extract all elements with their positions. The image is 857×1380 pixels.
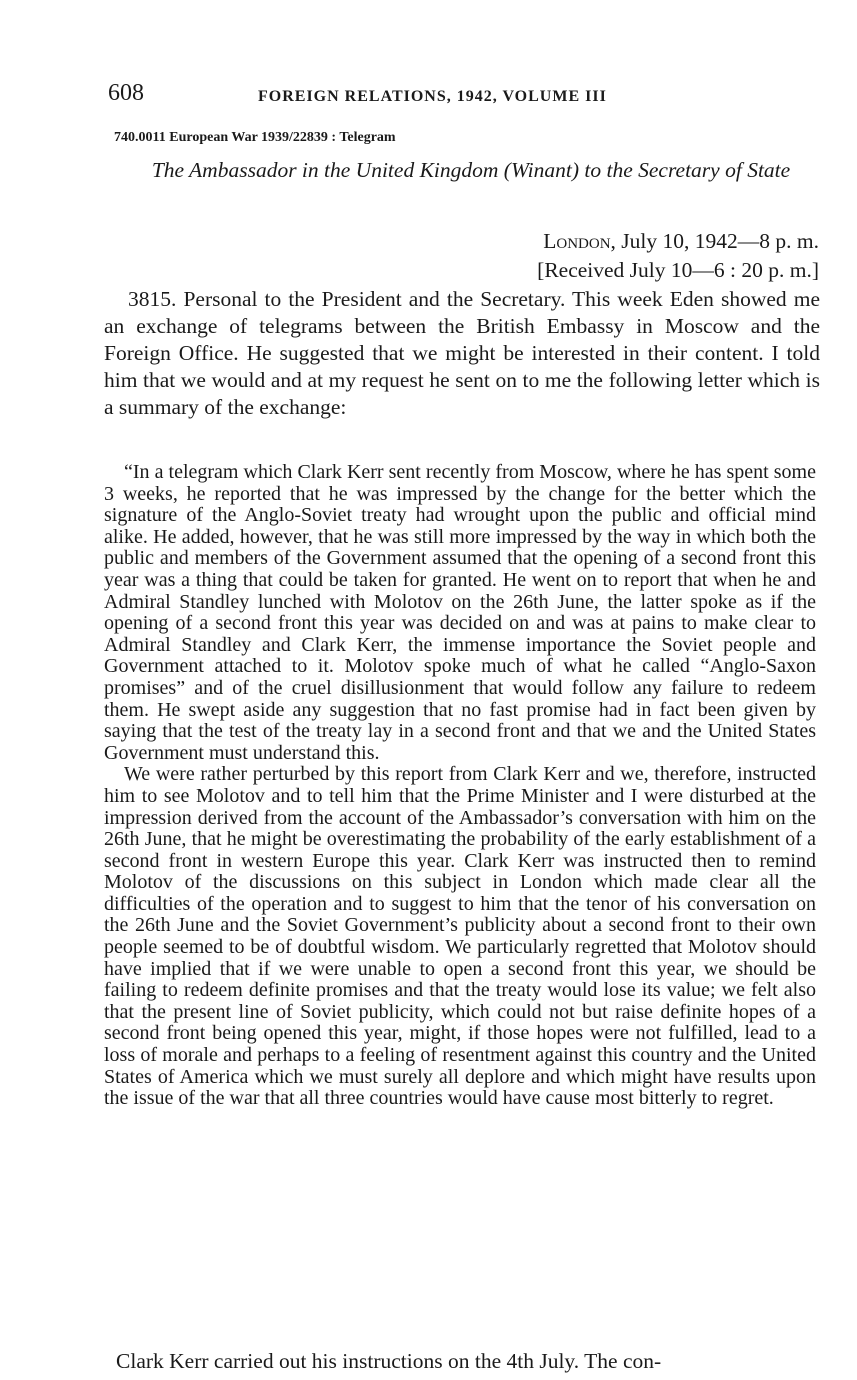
intro-paragraph: 3815. Personal to the President and the Secretary. This week Eden showed me an exchange of telegrams between the British Embassy in Moscow and the Foreign Office. He suggested that we might be interested in their content. I told him that we would and at my request he sent on to me the following letter which is a summary of the exchange: <box>104 287 820 419</box>
running-head: FOREIGN RELATIONS, 1942, VOLUME III <box>258 88 607 105</box>
continuation-paragraph: Clark Kerr carried out his instructions on the 4th July. The con- <box>116 1349 662 1373</box>
dateline-sent-time: , July 10, 1942—8 p. m. <box>610 229 819 253</box>
page-header <box>108 80 828 114</box>
dateline-received: [Received July 10—6 : 20 p. m.] <box>537 258 819 282</box>
page-number: 608 <box>108 80 144 106</box>
dateline-place: London <box>543 229 611 253</box>
quote-paragraph-2: We were rather perturbed by this report from Clark Kerr and we, therefore, instructed him to see Molotov and to tell him that the Prime Minister and I were disturbed at the impression derived from the account of the Ambassador’s conversation with him on the 26th June, that he might be overestimating the probability of the early establishment of a second front in western Europe this year. Clark Kerr was instructed then to remind Molotov of the discussions on this subject in London which made clear all the difficulties of the operation and to suggest to him that the tenor of his conversation on the 26th June and the Soviet Government’s publicity about a second front to their own people seemed to be of doubtful wisdom. We particularly regretted that Molotov should have implied that if we were unable to open a second front this year, we should be failing to redeem definite promises and that the treaty would lose its value; we felt also that the present line of Soviet publicity, which could not but raise definite hopes of a second front being opened this year, might, if those hopes were not fulfilled, lead to a loss of morale and perhaps to a feeling of resentment against this country and the United States of America which we must surely all deplore and which might have results upon the issue of the war that all three countries would have cause most bitterly to regret. <box>104 763 816 1110</box>
dateline-sent <box>537 227 819 256</box>
quote-paragraph-1: “In a telegram which Clark Kerr sent recently from Moscow, where he has spent some 3 weeks, he reported that he was impressed by the change for the better which the signature of the Anglo-Soviet treaty had wrought upon the public and official mind alike. He added, however, that he was still more impressed by the way in which both the public and members of the Government assumed that the opening of a second front this year was a thing that could be taken for granted. He went on to report that when he and Admiral Standley lunched with Molotov on the 26th June, the latter spoke as if the opening of a second front this year was decided on and was at pains to make clear to Admiral Standley and Clark Kerr, the immense importance the Soviet people and Government attached to it. Molotov spoke much of what he called “Anglo-Saxon promises” and of the cruel disillusionment that would follow any failure to redeem them. He swept aside any suggestion that no fast promise had in fact been given by saying that the test of the treaty lay in a second front and that we and the United States Government must understand this. <box>104 461 816 764</box>
quoted-letter <box>104 462 816 1110</box>
dateline <box>537 227 819 285</box>
continuation-section <box>104 1348 820 1375</box>
document-title: The Ambassador in the United Kingdom (Winant) to the Secretary of State <box>151 158 791 182</box>
intro-section <box>104 286 820 421</box>
file-reference: 740.0011 European War 1939/22839 : Telegram <box>114 130 396 145</box>
